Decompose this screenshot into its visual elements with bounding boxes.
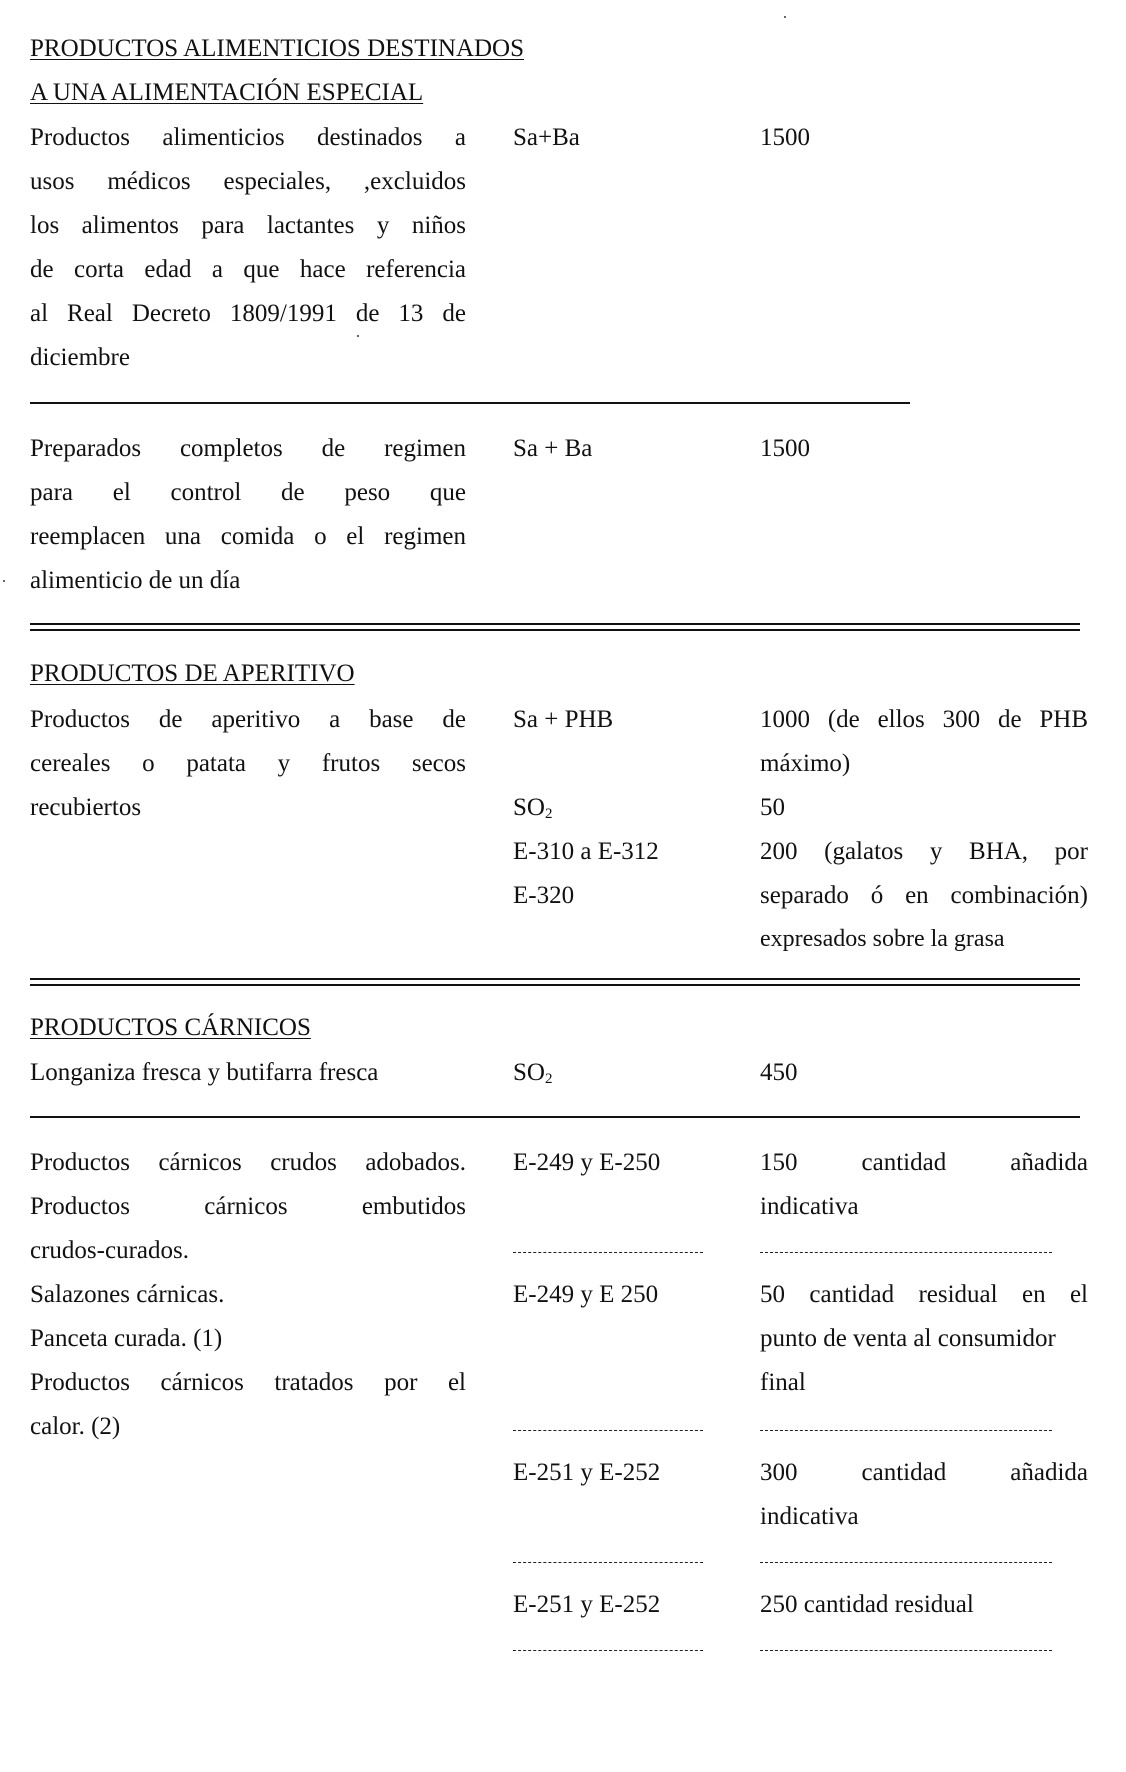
row-divider [30,1116,1080,1118]
additive-cell: E-310 a E-312 [513,838,659,865]
dashed-separator [760,1650,1052,1651]
additive-cell: E-249 y E 250 [513,1281,659,1308]
dose-line: indicativa [760,1193,859,1220]
additive-cell: E-251 y E-252 [513,1459,661,1486]
dashed-separator [513,1650,703,1651]
description-line: Productos alimenticios destinados a [30,124,466,151]
section-divider [30,623,1080,631]
dose-cell: 1500 [760,124,810,151]
description-line: reemplacen una comida o el regimen [30,523,466,550]
dose-line: 250 cantidad residual [760,1591,974,1618]
dose-line: 50 [760,794,785,821]
section-divider [30,978,1080,986]
description-line: Productos cárnicos embutidos [30,1193,466,1220]
section-heading-carnicos: PRODUCTOS CÁRNICOS [30,1014,311,1041]
description-line: al Real Decreto 1809/1991 de 13 de [30,300,466,327]
description-line: Productos cárnicos tratados por el [30,1369,466,1396]
dose-line: máximo) [760,750,851,777]
additive-cell: E-249 y E-250 [513,1149,661,1176]
scan-speck [784,16,786,18]
dose-line: 200 (galatos y BHA, por [760,838,1088,865]
dose-line: 300 cantidad añadida [760,1459,1088,1486]
row-divider [30,402,910,404]
dose-cell: 450 [760,1059,798,1086]
description-line: crudos-curados. [30,1237,189,1264]
dose-line: indicativa [760,1503,859,1530]
description-line: recubiertos [30,794,142,821]
dose-line: final [760,1369,806,1396]
dashed-separator [513,1430,703,1431]
section-heading-especial-line2: A UNA ALIMENTACIÓN ESPECIAL [30,79,424,106]
description-line: alimenticio de un día [30,567,241,594]
description-line: de corta edad a que hace referencia [30,256,466,283]
dose-line: punto de venta al consumidor [760,1325,1056,1352]
additive-cell-so2: $SO_2$ [513,794,553,822]
section-heading-aperitivo: PRODUCTOS DE APERITIVO [30,660,355,687]
additive-cell: E-251 y E-252 [513,1591,661,1618]
description-line: Productos cárnicos crudos adobados. [30,1149,466,1176]
dose-line: 150 cantidad añadida [760,1149,1088,1176]
additive-cell-so2: $SO_2$ [513,1059,553,1087]
dashed-separator [760,1430,1052,1431]
description-line: para el control de peso que [30,479,466,506]
description-line: calor. (2) [30,1413,121,1440]
dose-cell: 1500 [760,435,810,462]
dose-line: expresados sobre la grasa [760,926,1005,952]
additive-cell: Sa+Ba [513,124,580,151]
description-line: Longaniza fresca y butifarra fresca [30,1059,379,1086]
description-line: diciembre [30,344,130,371]
scan-speck [357,335,359,337]
description-line: Panceta curada. (1) [30,1325,223,1352]
section-heading-especial-line1: PRODUCTOS ALIMENTICIOS DESTINADOS [30,35,525,62]
dashed-separator [513,1252,703,1253]
additive-cell: E-320 [513,882,575,909]
scan-speck [3,580,5,582]
dose-line: 1000 (de ellos 300 de PHB [760,706,1088,733]
description-line: Preparados completos de regimen [30,435,466,462]
dose-line: separado ó en combinación) [760,882,1088,909]
description-line: los alimentos para lactantes y niños [30,212,466,239]
description-line: cereales o patata y frutos secos [30,750,466,777]
description-line: Salazones cárnicas. [30,1281,225,1308]
dose-line: 50 cantidad residual en el [760,1281,1088,1308]
dashed-separator [760,1562,1052,1563]
additive-cell: Sa + Ba [513,435,593,462]
description-line: Productos de aperitivo a base de [30,706,466,733]
dashed-separator [513,1562,703,1563]
dashed-separator [760,1252,1052,1253]
description-line: usos médicos especiales, ,excluidos [30,168,466,195]
additive-cell: Sa + PHB [513,706,614,733]
